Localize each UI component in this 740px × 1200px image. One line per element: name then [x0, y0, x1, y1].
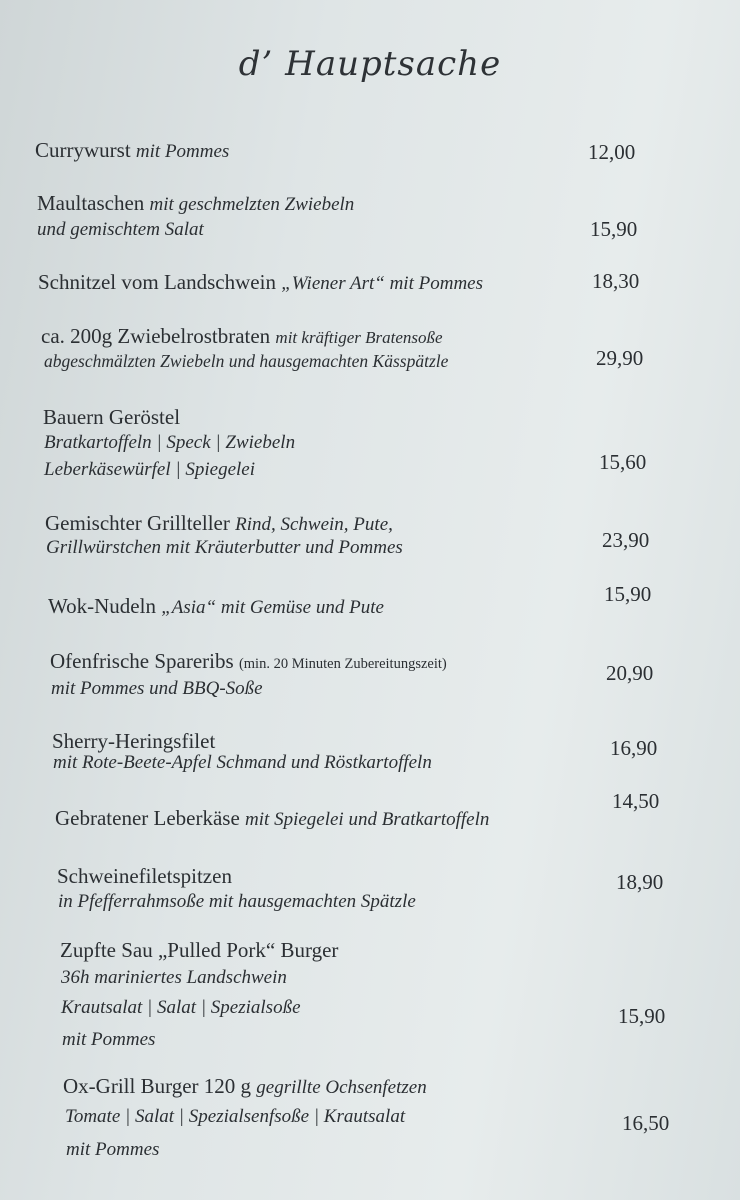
item-description: mit kräftiger Bratensoße	[275, 328, 443, 347]
item-name: Sherry-Heringsfilet	[52, 729, 216, 753]
item-description: mit Rote-Beete-Apfel Schmand und Röstkartoffeln	[53, 752, 432, 773]
item-name: Maultaschen	[37, 191, 145, 215]
item-price: 15,90	[604, 582, 652, 606]
item-name: Schnitzel vom Landschwein	[38, 270, 276, 294]
item-name: Wok-Nudeln	[48, 594, 156, 618]
item-description: Grillwürstchen mit Kräuterbutter und Pommes	[46, 537, 403, 558]
item-line	[41, 324, 443, 349]
item-description: mit geschmelzten Zwiebeln	[149, 194, 355, 215]
item-description: Krautsalat | Salat | Spezialsoße	[61, 997, 301, 1018]
item-description: mit Spiegelei und Bratkartoffeln	[245, 809, 490, 830]
item-description: abgeschmälzten Zwiebeln und hausgemachten Kässpätzle	[44, 351, 449, 371]
item-line	[38, 270, 483, 295]
item-description: Leberkäsewürfel | Spiegelei	[44, 459, 256, 480]
item-note: (min. 20 Minuten Zubereitungszeit)	[238, 656, 447, 672]
item-line	[37, 191, 354, 216]
item-description: 36h mariniertes Landschwein	[61, 967, 287, 988]
item-name: Schweinefiletspitzen	[57, 864, 232, 888]
item-price: 18,90	[616, 870, 664, 894]
item-line	[63, 1074, 427, 1099]
item-price: 23,90	[602, 528, 650, 552]
item-price: 15,90	[590, 217, 638, 241]
item-price: 18,30	[592, 269, 640, 293]
item-description: gegrillte Ochsenfetzen	[256, 1077, 427, 1098]
item-line	[45, 511, 393, 536]
item-price: 15,60	[599, 450, 647, 474]
item-line	[50, 649, 447, 674]
item-description: Rind, Schwein, Pute,	[235, 514, 393, 535]
item-line	[55, 806, 489, 831]
item-name: Ox-Grill Burger 120 g	[63, 1074, 252, 1098]
item-price: 29,90	[596, 346, 644, 370]
item-name: Zupfte Sau „Pulled Pork“ Burger	[60, 938, 339, 962]
item-price: 20,90	[606, 661, 654, 685]
item-price: 16,90	[610, 736, 658, 760]
item-name: Bauern Geröstel	[43, 405, 181, 429]
item-name: Gebratener Leberkäse	[55, 806, 240, 830]
item-name: ca. 200g Zwiebelrostbraten	[41, 324, 271, 348]
item-description: „Asia“ mit Gemüse und Pute	[161, 597, 384, 618]
page-title: d’ Hauptsache	[238, 44, 502, 84]
item-description: in Pfefferrahmsoße mit hausgemachten Spätzle	[58, 891, 416, 912]
item-name: Currywurst	[35, 138, 131, 162]
item-description: mit Pommes	[62, 1029, 156, 1050]
item-description: Tomate | Salat | Spezialsenfsoße | Krautsalat	[65, 1106, 406, 1127]
item-description: „Wiener Art“ mit Pommes	[281, 273, 483, 294]
item-description: Bratkartoffeln | Speck | Zwiebeln	[44, 432, 296, 453]
item-description: mit Pommes	[135, 141, 230, 162]
item-name: Ofenfrische Spareribs	[50, 649, 234, 673]
item-price: 12,00	[588, 140, 636, 164]
item-description: mit Pommes und BBQ-Soße	[51, 678, 263, 699]
item-price: 14,50	[612, 789, 660, 813]
item-line	[48, 594, 384, 619]
item-price: 15,90	[618, 1004, 666, 1028]
item-price: 16,50	[622, 1111, 670, 1135]
item-description: mit Pommes	[66, 1139, 160, 1160]
item-description: und gemischtem Salat	[37, 219, 204, 240]
item-name: Gemischter Grillteller	[45, 511, 230, 535]
item-line	[35, 138, 229, 163]
